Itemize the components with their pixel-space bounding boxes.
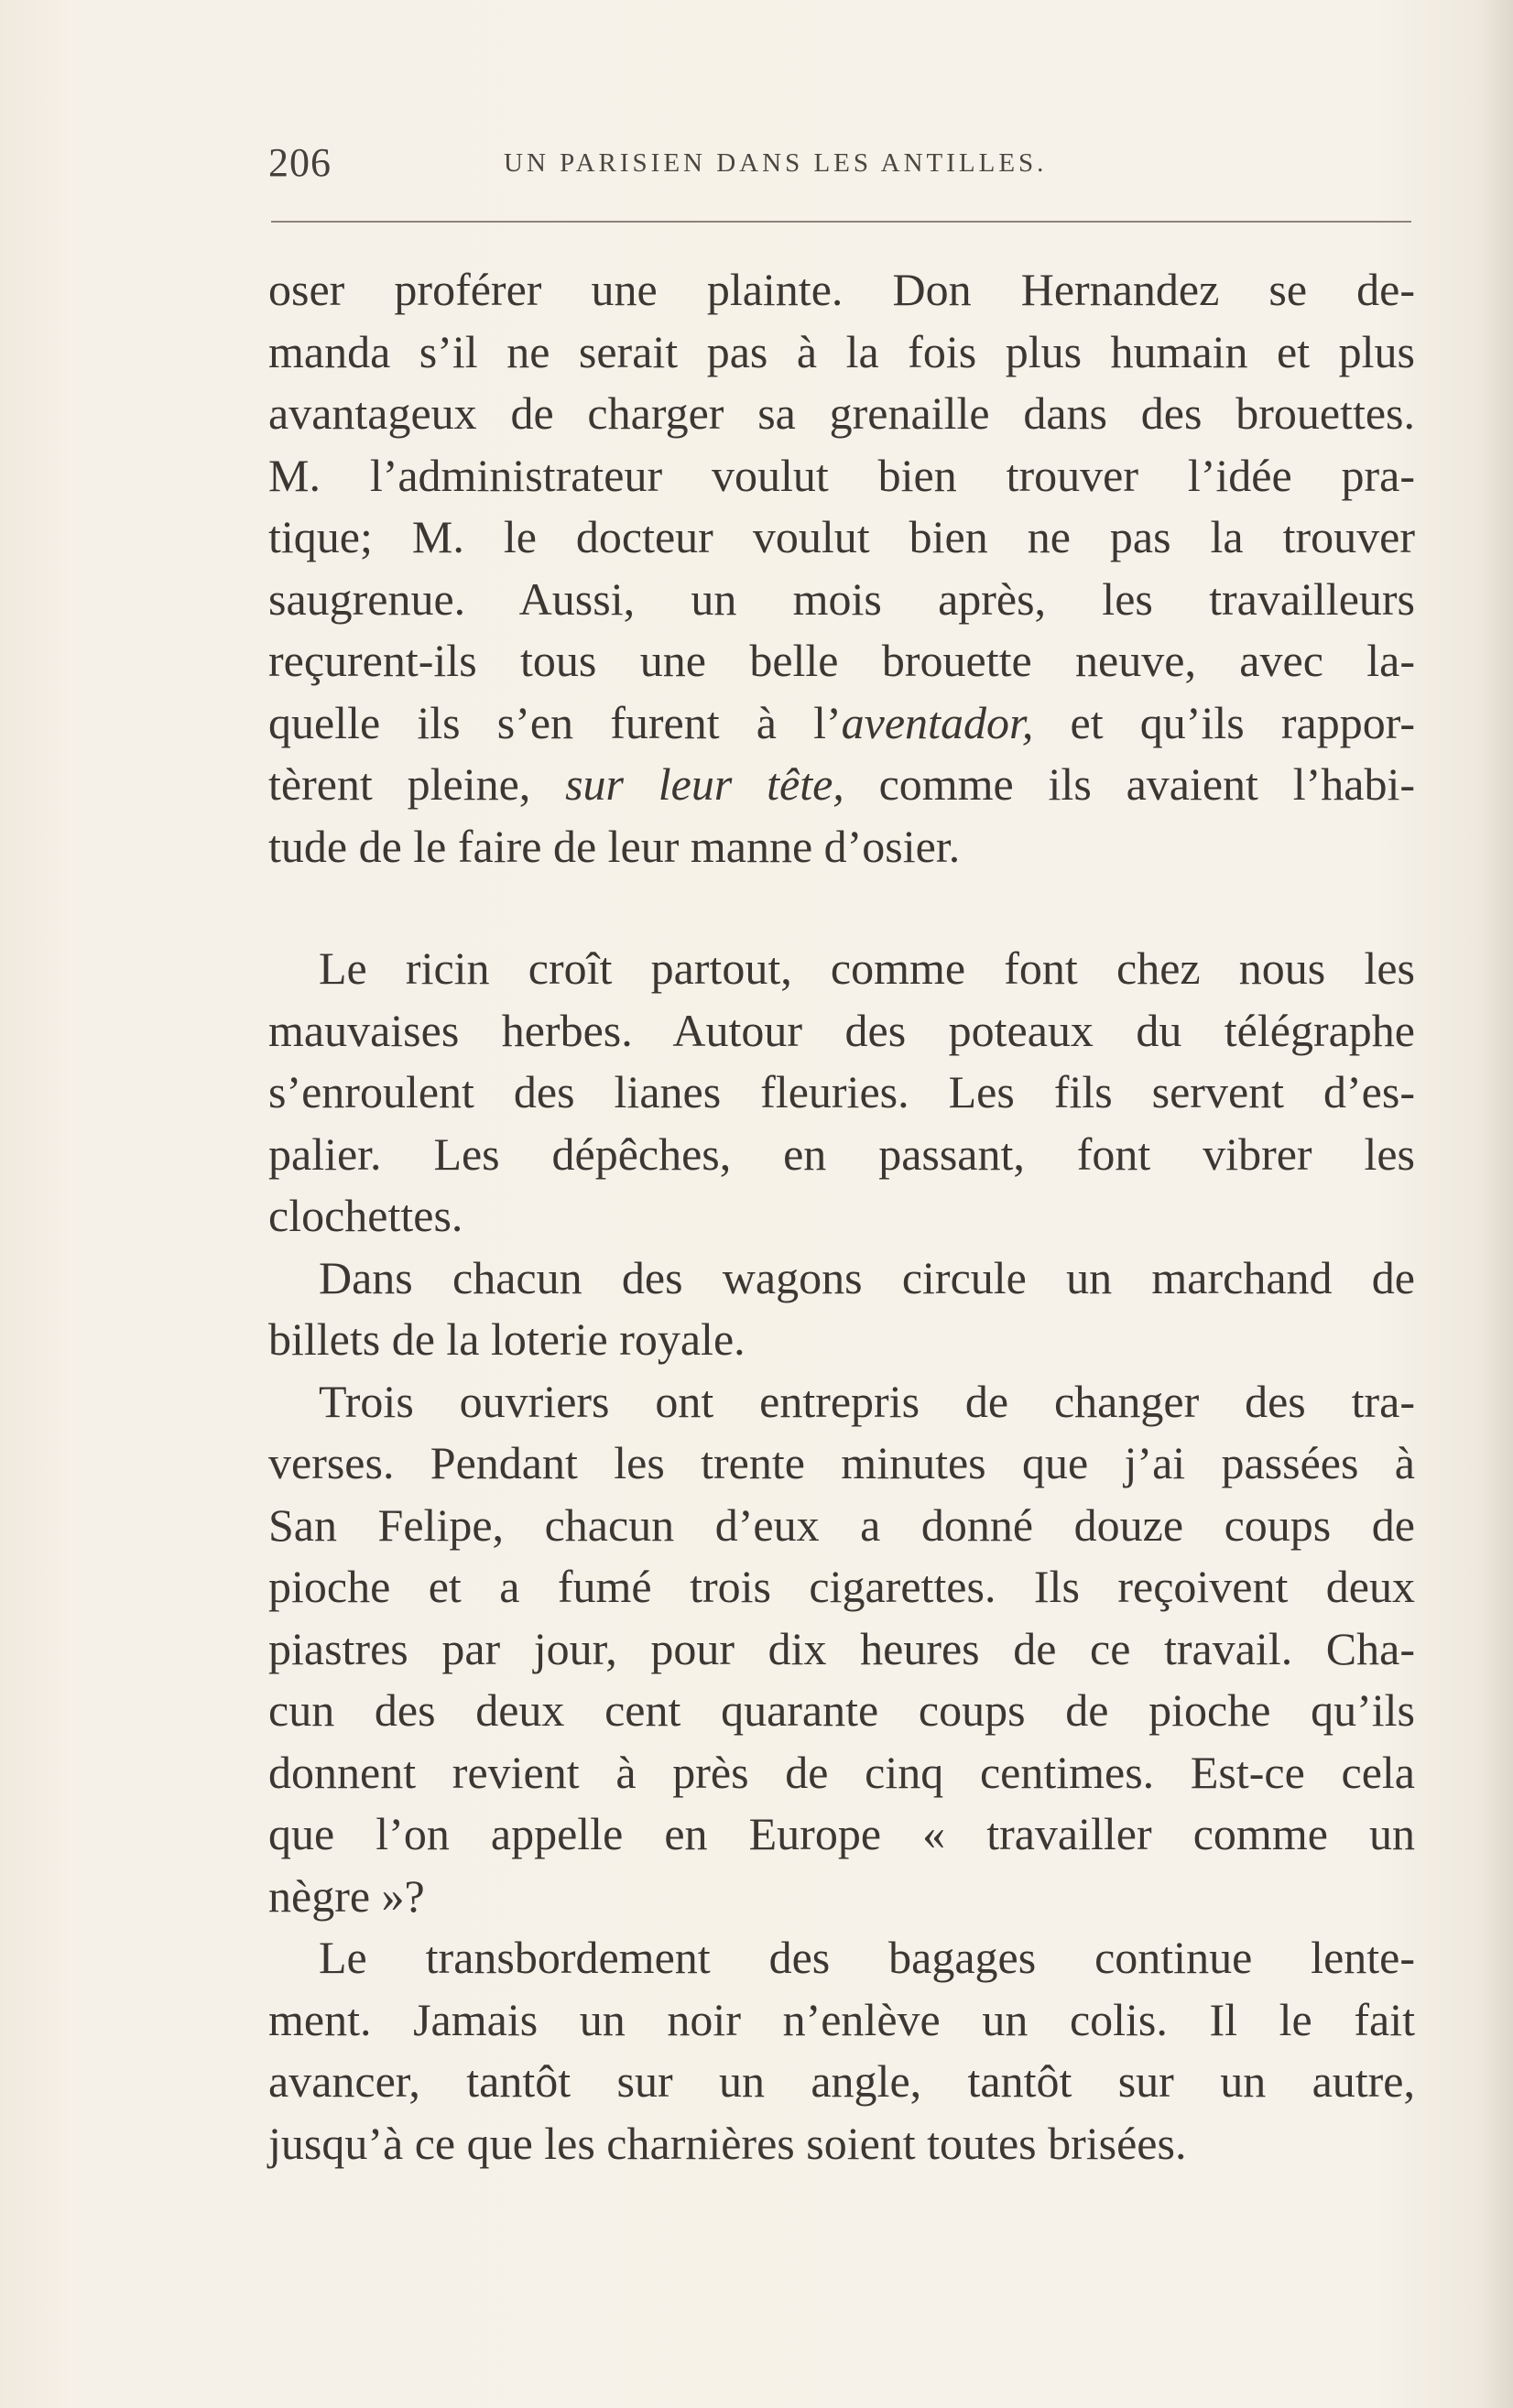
text-line: pioche et a fumé trois cigarettes. Ils reçoivent deux [268,1561,1415,1612]
text-fragment: quelle ils s’en furent à l’ [268,696,842,748]
paragraph-break [268,877,1415,938]
text-line: clochettes. [268,1190,463,1241]
text-fragment: comme ils avaient l’habi- [844,758,1415,810]
page-edge-shadow [1476,0,1513,2408]
text-line: Trois ouvriers ont entrepris de changer des tra- [319,1375,1415,1427]
text-line: San Felipe, chacun d’eux a donné douze coups de [268,1498,1415,1551]
italic-fragment: sur leur tête, [565,758,844,810]
text-line: Le transbordement des bagages continue lente- [319,1932,1415,1983]
text-fragment: tèrent pleine, [268,758,566,810]
text-line: que l’on appelle en Europe « travailler comme un [268,1808,1415,1859]
text-line: saugrenue. Aussi, un mois après, les travailleurs [268,572,1415,625]
paragraph [268,938,1415,1248]
page-number: 206 [268,140,332,185]
paragraph [268,1927,1415,2174]
text-line: Le ricin croît partout, comme font chez nous les [319,942,1415,994]
text-line: verses. Pendant les trente minutes que j’ai passées à [268,1437,1415,1488]
text-fragment: et qu’ils rappor- [1033,696,1415,748]
body-text [268,259,1415,2174]
text-line: billets de la loterie royale. [268,1313,746,1365]
text-line [268,692,1415,755]
text-line: tude de le faire de leur manne d’osier. [268,820,961,872]
text-line: avancer, tantôt sur un angle, tantôt sur un autre, [268,2055,1415,2107]
text-line: ment. Jamais un noir n’enlève un colis. Il le fait [268,1993,1415,2045]
text-line: avantageux de charger sa grenaille dans des brouettes. [268,387,1415,439]
paragraph [268,1248,1415,1371]
text-line [268,754,1415,816]
running-title: UN PARISIEN DANS LES ANTILLES. [504,148,1048,178]
italic-fragment: aventador, [841,696,1034,748]
text-line: oser proférer une plainte. Don Hernandez se de- [268,264,1415,315]
text-line: jusqu’à ce que les charnières soient toutes brisées. [268,2117,1187,2169]
text-line: manda s’il ne serait pas à la fois plus humain et plus [268,325,1415,377]
text-line: tique; M. le docteur voulut bien ne pas la trouver [268,511,1415,562]
text-line: nègre »? [268,1869,425,1922]
text-line: palier. Les dépêches, en passant, font vibrer les [268,1128,1415,1180]
paragraph [268,1371,1415,1928]
text-line: mauvaises herbes. Autour des poteaux du télégraphe [268,1004,1415,1056]
text-line: piastres par jour, pour dix heures de ce travail. Cha- [268,1622,1415,1674]
page-header [268,139,1413,194]
text-line: Dans chacun des wagons circule un marchand de [319,1251,1415,1303]
text-line: M. l’administrateur voulut bien trouver l’idée pra- [268,449,1415,501]
paragraph [268,259,1415,877]
header-rule [271,221,1411,223]
text-line: donnent revient à près de cinq centimes. Est-ce cela [268,1746,1415,1798]
text-line: s’enroulent des lianes fleuries. Les fils servent d’es- [268,1066,1415,1117]
text-line: reçurent-ils tous une belle brouette neuve, avec la- [268,635,1415,686]
text-line: cun des deux cent quarante coups de pioche qu’ils [268,1684,1415,1736]
